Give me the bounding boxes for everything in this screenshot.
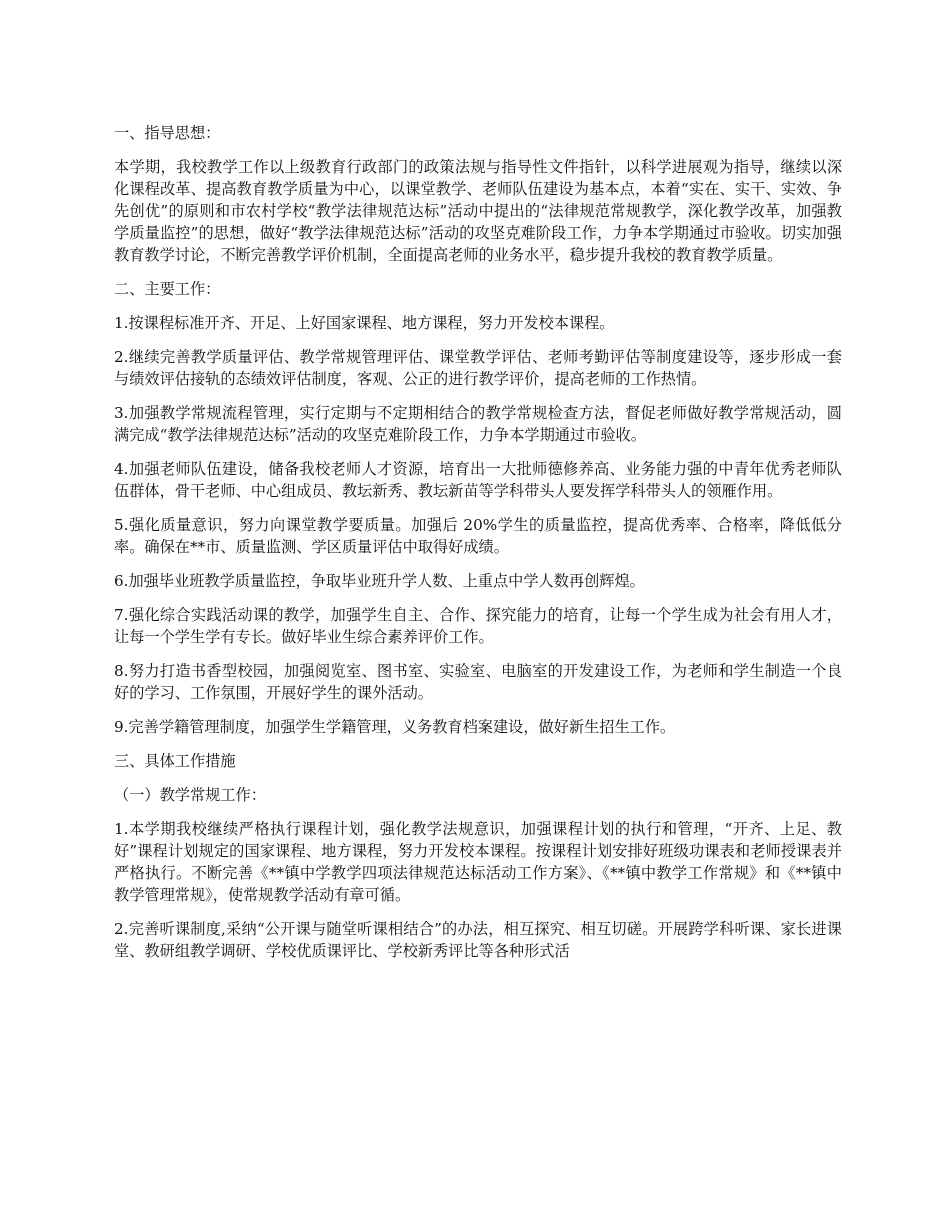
document-page	[114, 122, 842, 974]
section2-item-2: 2.继续完善教学质量评估、教学常规管理评估、课堂教学评估、老师考勤评估等制度建设等，逐步形成一套与绩效评估接轨的态绩效评估制度，客观、公正的进行教学评价，提高老师的工作热情。	[114, 348, 842, 388]
section1-title: 一、指导思想：	[114, 124, 221, 142]
section2-item-6: 6.加强毕业班教学质量监控，争取毕业班升学人数、上重点中学人数再创辉煌。	[114, 572, 645, 590]
section2-title: 二、主要工作：	[114, 280, 221, 298]
subsection1-title: （一）教学常规工作：	[114, 786, 266, 804]
section2-item-8: 8.努力打造书香型校园，加强阅览室、图书室、实验室、电脑室的开发建设工作，为老师和学生制造一个良好的学习、工作氛围，开展好学生的课外活动。	[114, 662, 842, 702]
section2-item-9: 9.完善学籍管理制度，加强学生学籍管理，义务教育档案建设，做好新生招生工作。	[114, 718, 676, 736]
section2-item-3: 3.加强教学常规流程管理，实行定期与不定期相结合的教学常规检查方法，督促老师做好教学常规活动，圆满完成“教学法律规范达标”活动的攻坚克难阶段工作，力争本学期通过市验收。	[114, 404, 842, 444]
section2-item-5: 5.强化质量意识，努力向课堂教学要质量。加强后 20%学生的质量监控，提高优秀率、合格率，降低低分率。确保在**市、质量监测、学区质量评估中取得好成绩。	[114, 516, 842, 556]
section3-title: 三、具体工作措施	[114, 752, 236, 770]
section2-item-1: 1.按课程标准开齐、开足、上好国家课程、地方课程，努力开发校本课程。	[114, 314, 615, 332]
section2-item-4: 4.加强老师队伍建设，储备我校老师人才资源，培育出一大批师德修养高、业务能力强的中青年优秀老师队伍群体，骨干老师、中心组成员、教坛新秀、教坛新苗等学科带头人要发挥学科带头人的领雁作用。	[114, 460, 842, 500]
subsection1-item-1: 1.本学期我校继续严格执行课程计划，强化教学法规意识，加强课程计划的执行和管理，“开齐、上足、教好”课程计划规定的国家课程、地方课程，努力开发校本课程。按课程计划安排好班级功课表和老师授课表并严格执行。不断完善《**镇中学教学四项法律规范达标活动工作方案》、《**镇中教学工作常规》和《**镇中教学管理常规》，使常规教学活动有章可循。	[114, 820, 842, 904]
section1-body: 本学期，我校教学工作以上级教育行政部门的政策法规与指导性文件指针，以科学进展观为指导，继续以深化课程改革、提高教育教学质量为中心，以课堂教学、老师队伍建设为基本点，本着“实在、实干、实效、争先创优”的原则和市农村学校“教学法律规范达标”活动中提出的“法律规范常规教学，深化教学改革，加强教学质量监控”的思想，做好“教学法律规范达标”活动的攻坚克难阶段工作，力争本学期通过市验收。切实加强教育教学讨论，不断完善教学评价机制，全面提高老师的业务水平，稳步提升我校的教育教学质量。	[114, 158, 842, 264]
subsection1-item-2: 2.完善听课制度,采纳“公开课与随堂听课相结合”的办法，相互探究、相互切磋。开展跨学科听课、家长进课堂、教研组教学调研、学校优质课评比、学校新秀评比等各种形式活	[114, 920, 842, 960]
section2-item-7: 7.强化综合实践活动课的教学，加强学生自主、合作、探究能力的培育，让每一个学生成为社会有用人才，让每一个学生学有专长。做好毕业生综合素养评价工作。	[114, 606, 842, 646]
